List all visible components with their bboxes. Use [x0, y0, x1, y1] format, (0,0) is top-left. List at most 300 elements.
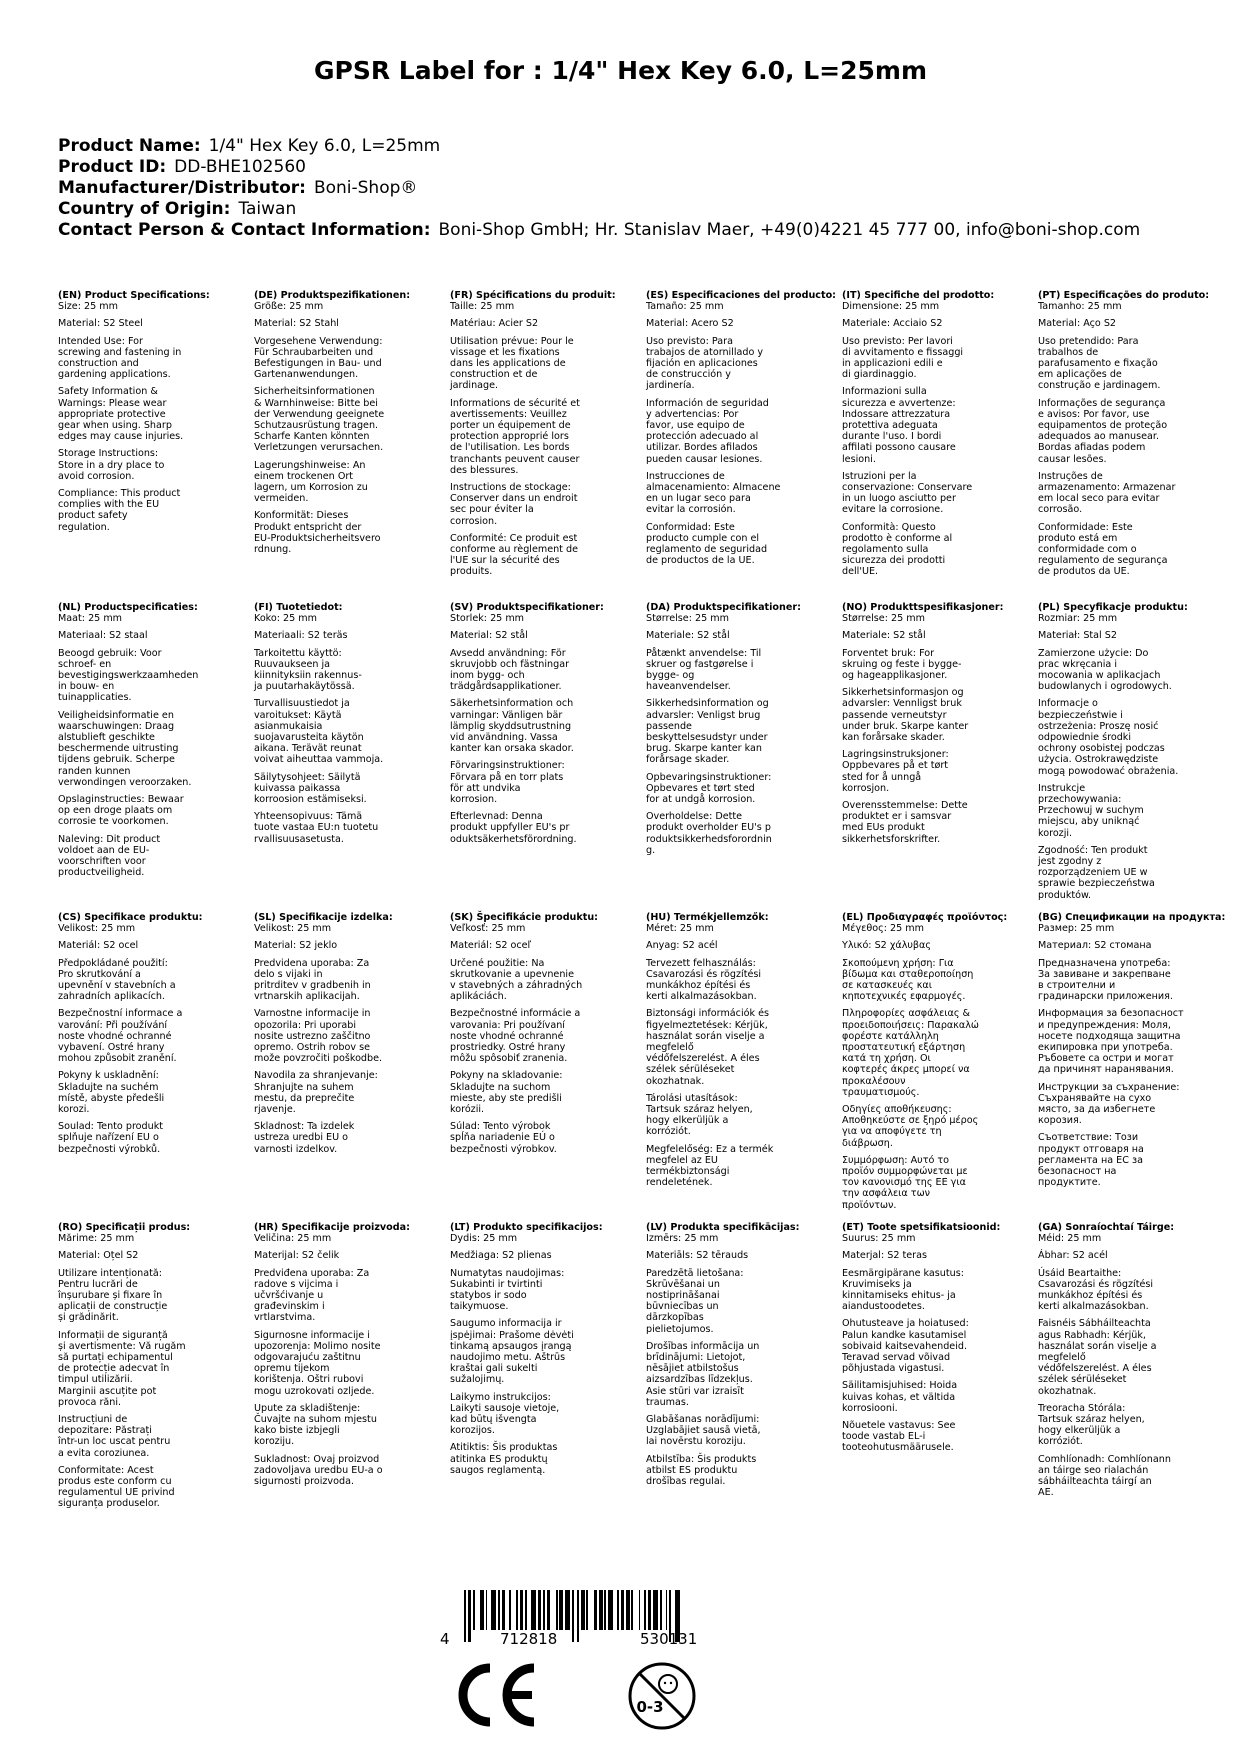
barcode [440, 1590, 752, 1650]
spec-line: sted for å unngå [842, 771, 922, 783]
spec-line: Mărime: 25 mm [58, 1233, 135, 1245]
spec-line: kan forårsake skader. [842, 732, 945, 744]
spec-line: Treoracha Stórála: [1038, 1402, 1126, 1414]
spec-line: Yhteensopivuus: Tämä [254, 811, 363, 823]
spec-paragraph [842, 749, 1038, 794]
spec-line: Informacje o [1038, 698, 1098, 710]
spec-line: y advertencias: Por [646, 408, 739, 420]
spec-line: sábháilteachta táirgí an [1038, 1476, 1152, 1488]
spec-line: em local seco para evitar [1038, 493, 1160, 505]
spec-line: Úsáid Beartaithe: [1038, 1267, 1122, 1279]
spec-line: Materiāls: S2 tērauds [646, 1250, 749, 1262]
spec-line: Información de seguridad [646, 397, 769, 409]
spec-line: Efterlevnad: Denna [450, 811, 543, 823]
spec-line: Ruuvaukseen ja [254, 658, 331, 670]
spec-paragraph [450, 940, 646, 951]
spec-card [450, 912, 646, 1155]
spec-line: Faisnéis Sábháilteachta [1038, 1318, 1151, 1330]
spec-paragraph [646, 1144, 842, 1189]
spec-line: en un lugar seco para [646, 493, 751, 505]
barcode-bar [644, 1590, 646, 1630]
barcode-bar [520, 1590, 524, 1630]
spec-line: naudojimo metu. Aštrūs [450, 1352, 566, 1364]
spec-paragraph [254, 613, 450, 624]
spec-paragraph [1038, 845, 1234, 901]
spec-paragraph [58, 710, 254, 788]
spec-card-title: (EL) Προδιαγραφές προϊόντος: [842, 912, 1008, 923]
spec-line: kiinnityksiin rakennus- [254, 670, 362, 682]
barcode-bar [608, 1590, 613, 1630]
spec-line: voldoet aan de EU- [58, 844, 150, 856]
not-suitable-0-3-icon [626, 1660, 698, 1732]
spec-line: Materiál: S2 oceľ [450, 940, 532, 952]
spec-line: Materiał: Stal S2 [1038, 630, 1117, 642]
spec-paragraph [254, 1121, 450, 1155]
spec-paragraph [58, 448, 254, 482]
spec-card-title: (CS) Specifikace produktu: [58, 912, 203, 923]
spec-line: Indossare attrezzatura [842, 408, 951, 420]
spec-line: екипировка при употреба. [1038, 1042, 1173, 1054]
spec-line: ochrony osobistej podczas [1038, 743, 1165, 755]
spec-line: rdnung. [254, 544, 292, 556]
spec-line: Materiál: S2 ocel [58, 940, 139, 952]
spec-line: și avertismente: Vă rugăm [58, 1340, 186, 1352]
spec-line: Οδηγίες αποθήκευσης: [842, 1104, 952, 1116]
spec-paragraph [842, 1420, 1038, 1454]
barcode-bar [599, 1590, 603, 1630]
spec-line: vermeiden. [254, 493, 309, 505]
spec-line: Zamierzone użycie: Do [1038, 647, 1149, 659]
spec-line: protección adecuado al [646, 431, 759, 443]
spec-line: atitinka ES produktų [450, 1453, 548, 1465]
spec-line: Csavarozási és rögzítési [1038, 1278, 1154, 1290]
spec-line: ja puutarhakäytössä. [254, 681, 355, 693]
spec-line: przechowywania: [1038, 794, 1122, 806]
spec-line: product safety [58, 510, 128, 522]
spec-line: randen kunnen [58, 765, 131, 777]
spec-line: Teravad servad võivad [842, 1352, 951, 1364]
spec-line: provoca răni. [58, 1396, 122, 1408]
spec-line: Produkt entspricht der [254, 521, 362, 533]
spec-paragraph [254, 1250, 450, 1261]
spec-line: Säilitamisjuhised: Hoida [842, 1380, 958, 1392]
spec-paragraph [646, 1233, 842, 1244]
spec-card-title: (HU) Termékjellemzők: [646, 912, 769, 923]
spec-paragraph [842, 687, 1038, 743]
spec-line: градинарски приложения. [1038, 991, 1173, 1003]
spec-paragraph [450, 1121, 646, 1155]
spec-paragraph [450, 648, 646, 693]
spec-line: Predviđena uporaba: Za [254, 1267, 370, 1279]
spec-line: Verletzungen verursachen. [254, 442, 384, 454]
spec-line: trädgårdsapplikationer. [450, 681, 562, 693]
spec-paragraph [450, 398, 646, 476]
spec-line: Materijal: S2 čelik [254, 1250, 340, 1262]
spec-line: a evita coroziunea. [58, 1447, 150, 1459]
spec-line: varningar: Vänligen bär [450, 709, 563, 721]
spec-line: noste vhodné ochranné [450, 1030, 564, 1042]
spec-line: depozitare: Păstrați [58, 1425, 152, 1437]
spec-paragraph [842, 301, 1038, 312]
spec-line: beschermende uitrusting [58, 743, 179, 755]
spec-line: Bordas afiadas podem [1038, 442, 1146, 454]
spec-line: mohou způsobit zranění. [58, 1053, 177, 1065]
spec-paragraph [58, 1250, 254, 1261]
spec-line: védőfelszerelést. A éles [1038, 1363, 1152, 1375]
spec-line: appropriate protective [58, 408, 166, 420]
spec-line: Velikost: 25 mm [58, 923, 136, 935]
spec-card-title: (BG) Спецификации на продукта: [1038, 912, 1226, 923]
spec-line: Ábhar: S2 acél [1038, 1250, 1108, 1262]
spec-line: produktów. [1038, 889, 1092, 901]
spec-row [58, 912, 1238, 1212]
spec-line: tinkamą apsaugos įrangą [450, 1340, 572, 1352]
spec-line: Compliance: This product [58, 488, 181, 500]
spec-line: Atbilstība: Šis produkts [646, 1453, 757, 1465]
spec-line: Материал: S2 стомана [1038, 940, 1152, 952]
spec-paragraph [58, 648, 254, 704]
ce-mark-icon [450, 1660, 540, 1730]
spec-line: Предназначена употреба: [1038, 957, 1171, 969]
spec-line: megfelel az EU [646, 1154, 718, 1166]
info-value: Taiwan [238, 199, 297, 219]
spec-line: produto está em [1038, 532, 1118, 544]
spec-line: conservazione: Conservare [842, 482, 973, 494]
spec-line: suojavarusteita käytön [254, 732, 364, 744]
spec-line: screwing and fastening in [58, 346, 182, 358]
spec-line: Material: Aço S2 [1038, 318, 1117, 330]
spec-paragraph [58, 923, 254, 934]
spec-line: korrosiooni. [842, 1402, 898, 1414]
spec-line: Instrukcje [1038, 782, 1086, 794]
spec-line: Oppbevares på et tørt [842, 760, 949, 772]
spec-line: într-un loc uscat pentru [58, 1436, 171, 1448]
barcode-bar [666, 1590, 668, 1630]
spec-line: Paredzētā lietošana: [646, 1267, 744, 1279]
barcode-bar [464, 1590, 466, 1642]
spec-line: forårsage skader. [646, 754, 730, 766]
spec-paragraph [58, 318, 254, 329]
spec-card [842, 602, 1038, 845]
spec-card [646, 1222, 842, 1487]
spec-paragraph [646, 958, 842, 1003]
spec-line: Säkerhetsinformation och [450, 698, 574, 710]
spec-line: Съответствие: Този [1038, 1132, 1139, 1144]
spec-line: τραυματισμούς. [842, 1086, 920, 1098]
spec-paragraph [1038, 522, 1234, 578]
spec-line: produkt uppfyller EU's pr [450, 822, 570, 834]
spec-paragraph [646, 1250, 842, 1261]
spec-line: Sigurnosne informacije i [254, 1329, 370, 1341]
barcode-bar [498, 1590, 500, 1630]
spec-line: Conformidad: Este [646, 521, 735, 533]
spec-line: Naleving: Dit product [58, 833, 161, 845]
barcode-bar [502, 1590, 506, 1630]
spec-line: utilizar. Bordes afilados [646, 442, 758, 454]
spec-line: Veiligheidsinformatie en [58, 709, 174, 721]
spec-line: mogą powodować obrażenia. [1038, 765, 1179, 777]
spec-line: προϊόντων. [842, 1199, 897, 1211]
barcode-bar [559, 1590, 563, 1630]
spec-line: Opslaginstructies: Bewaar [58, 794, 184, 806]
spec-line: figyelmeztetések: Kérjük, [646, 1019, 768, 1031]
spec-line: Size: 25 mm [58, 301, 118, 313]
spec-line: místě, abyste předešli [58, 1092, 165, 1104]
spec-card [450, 1222, 646, 1476]
barcode-bar [565, 1590, 570, 1630]
spec-paragraph [450, 318, 646, 329]
spec-line: nosite ustrezno zaščitno [254, 1030, 371, 1042]
spec-card [254, 602, 450, 845]
spec-paragraph [450, 482, 646, 527]
spec-line: der Verwendung geeignete [254, 408, 385, 420]
spec-line: môžu spôsobiť zranenia. [450, 1053, 568, 1065]
barcode-bar [577, 1590, 579, 1642]
spec-line: de l'utilisation. Les bords [450, 442, 570, 454]
spec-line: protection approprié lors [450, 431, 569, 443]
spec-line: korróziót. [646, 1126, 691, 1138]
spec-card [1038, 1222, 1234, 1498]
spec-line: korištenja. Oštri rubovi [254, 1374, 364, 1386]
spec-paragraph [842, 1155, 1038, 1211]
spec-line: noste vhodné ochranné [58, 1030, 172, 1042]
spec-line: Konformität: Dieses [254, 510, 349, 522]
spec-line: Materiale: S2 stål [842, 630, 926, 642]
spec-line: kuivas kohas, et vältida [842, 1391, 956, 1403]
spec-line: Sikkerhedsinformation og [646, 698, 769, 710]
spec-paragraph [58, 834, 254, 879]
spec-line: miejscu, aby uniknąć [1038, 816, 1140, 828]
barcode-bar [531, 1590, 536, 1630]
barcode-bar [617, 1590, 619, 1630]
spec-line: munkákhoz építési és [646, 980, 751, 992]
spec-line: Größe: 25 mm [254, 301, 324, 313]
spec-line: használat során viselje a [646, 1030, 765, 1042]
spec-card-title: (RO) Specificații produs: [58, 1222, 191, 1233]
spec-line: evitare la corrosione. [842, 504, 944, 516]
info-value: DD-BHE102560 [174, 157, 306, 177]
spec-line: skruvjobb och fästningar [450, 658, 570, 670]
spec-line: aplicații de construcție [58, 1301, 168, 1313]
spec-paragraph [646, 471, 842, 516]
spec-line: budowlanych i ogrodowych. [1038, 681, 1172, 693]
spec-paragraph [646, 698, 842, 765]
spec-line: varovania: Pri používaní [450, 1019, 565, 1031]
spec-line: Matériau: Acier S2 [450, 318, 539, 330]
spec-line: Veľkosť: 25 mm [450, 923, 526, 935]
spec-card [58, 912, 254, 1155]
spec-line: dans les applications de [450, 358, 566, 370]
spec-line: construção e jardinagem. [1038, 380, 1161, 392]
spec-line: Pentru lucrări de [58, 1278, 138, 1290]
spec-card [58, 602, 254, 878]
spec-line: să purtați echipamentul [58, 1352, 173, 1364]
spec-paragraph [58, 794, 254, 828]
spec-line: Materiale: S2 stål [646, 630, 730, 642]
barcode-bar [509, 1590, 511, 1630]
info-key: Country of Origin: [58, 199, 231, 219]
barcode-bar [525, 1590, 527, 1630]
spec-line: Skladujte na suchom [450, 1081, 551, 1093]
spec-row [58, 290, 1238, 590]
spec-line: de protecție adecvat în [58, 1363, 170, 1375]
spec-paragraph [58, 1268, 254, 1324]
barcode-bar [621, 1590, 625, 1630]
spec-line: građevinskim i [254, 1301, 325, 1313]
spec-line: Vorgesehene Verwendung: [254, 335, 383, 347]
spec-line: atbilst ES produktu [646, 1464, 738, 1476]
spec-line: Bezpečnostné informácie a [450, 1008, 581, 1020]
spec-line: Zgodność: Ten produkt [1038, 844, 1148, 856]
spec-line: hogy elkerüljük a [646, 1115, 729, 1127]
spec-card-title: (LV) Produkta specifikācijas: [646, 1222, 800, 1233]
spec-line: munkákhoz építési és [1038, 1290, 1143, 1302]
spec-line: Laikymo instrukcijos: [450, 1391, 551, 1403]
spec-line: Taille: 25 mm [450, 301, 515, 313]
spec-paragraph [58, 958, 254, 1003]
spec-card-title: (DE) Produktspezifikationen: [254, 290, 411, 301]
spec-paragraph [1038, 1008, 1234, 1075]
spec-line: Súlad: Tento výrobok [450, 1121, 551, 1133]
spec-paragraph [842, 1250, 1038, 1261]
spec-line: Conformità: Questo [842, 521, 936, 533]
spec-line: okozhatnak. [1038, 1385, 1097, 1397]
spec-paragraph [1038, 1268, 1234, 1313]
spec-line: безопасност на [1038, 1166, 1117, 1178]
spec-line: l'UE sur la sécurité des [450, 555, 560, 567]
spec-line: Instrucțiuni de [58, 1414, 128, 1426]
spec-line: Informations de sécurité et [450, 397, 580, 409]
spec-line: jest zgodny z [1038, 856, 1102, 868]
spec-line: de produtos da UE. [1038, 566, 1130, 578]
spec-line: kako biste izbjegli [254, 1425, 340, 1437]
spec-line: Medžiaga: S2 plienas [450, 1250, 552, 1262]
spec-line: construction and [58, 358, 139, 370]
spec-line: Informații de siguranță [58, 1329, 168, 1341]
spec-line: kraštai gali sukelti [450, 1363, 538, 1375]
spec-card-title: (SL) Specifikacije izdelka: [254, 912, 393, 923]
spec-line: vrtlarstvima. [254, 1312, 316, 1324]
spec-line: kad būtų išvengta [450, 1414, 537, 1426]
barcode-bar [486, 1590, 488, 1630]
spec-line: Izmērs: 25 mm [646, 1233, 719, 1245]
spec-paragraph [1038, 630, 1234, 641]
barcode-bar [543, 1590, 545, 1630]
spec-paragraph [842, 318, 1038, 329]
spec-line: protettiva adeguata [842, 420, 938, 432]
spec-line: zahradních aplikacích. [58, 991, 165, 1003]
spec-line: Comhlíonadh: Comhlíonann [1038, 1453, 1171, 1465]
spec-line: Tarkoitettu käyttö: [254, 647, 342, 659]
spec-line: taikymuose. [450, 1301, 509, 1313]
spec-paragraph [254, 336, 450, 381]
spec-paragraph [646, 648, 842, 693]
spec-line: Säilytysohjeet: Säilytä [254, 771, 361, 783]
spec-line: v stavebných a záhradných [450, 980, 583, 992]
spec-line: conformidade com o [1038, 544, 1137, 556]
spec-line: Lagerungshinweise: An [254, 459, 366, 471]
spec-line: sigurnosti proizvoda. [254, 1476, 354, 1488]
spec-line: gardening applications. [58, 369, 171, 381]
spec-line: durante l'uso. I bordi [842, 431, 942, 443]
spec-paragraph [450, 1392, 646, 1437]
spec-line: termékbiztonsági [646, 1166, 730, 1178]
spec-paragraph [254, 318, 450, 329]
spec-line: корозия. [1038, 1115, 1082, 1127]
contact-row [58, 220, 1208, 241]
spec-line: lai novērstu koroziju. [646, 1436, 746, 1448]
spec-paragraph [450, 1250, 646, 1261]
spec-line: Safety Information & [58, 386, 158, 398]
spec-line: Material: S2 stål [450, 630, 528, 642]
spec-line: βίδωμα και σταθεροποίηση [842, 968, 974, 980]
spec-paragraph [58, 1008, 254, 1064]
spec-line: Overholdelse: Dette [646, 811, 743, 823]
spec-line: tooteohutusmäärusele. [842, 1442, 954, 1454]
spec-line: Conformité: Ce produit est [450, 532, 578, 544]
spec-line: mogu uzrokovati ozljede. [254, 1385, 375, 1397]
spec-line: oduktsäkerhetsförordning. [450, 833, 577, 845]
spec-line: Conformidade: Este [1038, 521, 1133, 533]
spec-line: učvršćivanje u [254, 1290, 324, 1302]
spec-line: Koko: 25 mm [254, 613, 317, 625]
spec-line: Materiaal: S2 staal [58, 630, 148, 642]
spec-line: Инструкции за съхранение: [1038, 1081, 1180, 1093]
barcode-bar [653, 1590, 658, 1630]
spec-line: Dimensione: 25 mm [842, 301, 940, 313]
spec-line: schroef- en [58, 658, 112, 670]
spec-line: causar lesões. [1038, 453, 1107, 465]
spec-paragraph [254, 460, 450, 505]
spec-line: Sicherheitsinformationen [254, 386, 375, 398]
spec-paragraph [58, 1121, 254, 1155]
spec-line: aiandustoodetes. [842, 1301, 925, 1313]
spec-line: Nõuetele vastavus: See [842, 1420, 956, 1432]
spec-line: productveiligheid. [58, 867, 145, 879]
spec-paragraph [58, 301, 254, 312]
spec-line: προκαλέσουν [842, 1075, 906, 1087]
spec-line: regulation. [58, 521, 110, 533]
barcode-bar [538, 1590, 542, 1630]
spec-line: προστατευτική εξάρτηση [842, 1042, 966, 1054]
spec-card [58, 290, 254, 533]
spec-line: AE. [1038, 1487, 1054, 1499]
spec-line: Πληροφορίες ασφάλειας & [842, 1008, 970, 1020]
spec-line: Forventet bruk: For [842, 647, 935, 659]
spec-paragraph [842, 522, 1038, 578]
spec-line: varoitukset: Käytä [254, 709, 342, 721]
spec-paragraph [646, 1414, 842, 1448]
spec-line: Upute za skladištenje: [254, 1402, 361, 1414]
spec-line: gear when using. Sharp [58, 420, 172, 432]
spec-line: di giardinaggio. [842, 369, 917, 381]
spec-paragraph [450, 1233, 646, 1244]
spec-line: użycia. Ostrokrawędziste [1038, 754, 1159, 766]
spec-line: Sikkerhetsinformasjon og [842, 687, 964, 699]
product-name-row [58, 136, 1208, 157]
spec-line: įspėjimai: Prašome dėvėti [450, 1329, 574, 1341]
spec-line: regulamento de segurança [1038, 555, 1168, 567]
spec-line: sec pour éviter la [450, 504, 534, 516]
spec-paragraph [646, 630, 842, 641]
info-value: Boni-Shop® [313, 178, 418, 198]
page-title: GPSR Label for : 1/4" Hex Key 6.0, L=25mm [313, 56, 927, 85]
spec-paragraph [646, 940, 842, 951]
spec-line: Instruções de [1038, 470, 1103, 482]
spec-line: nēsājiet atbilstošus [646, 1363, 739, 1375]
barcode-bar [473, 1590, 475, 1630]
spec-line: Marginii ascuțite pot [58, 1385, 157, 1397]
